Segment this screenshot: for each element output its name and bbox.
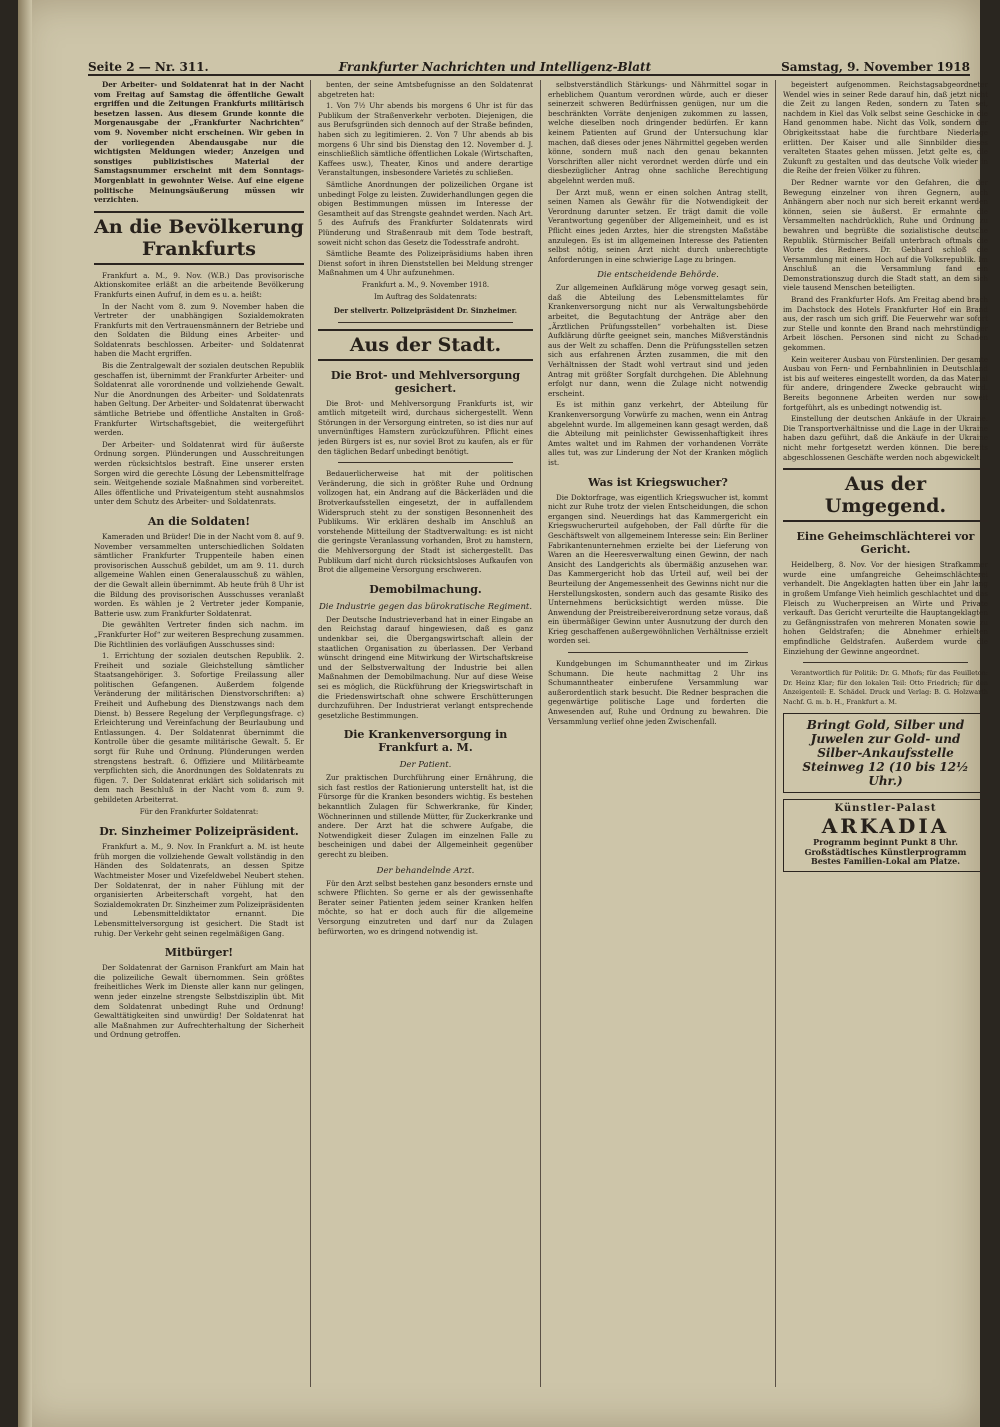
article-paragraph: Für den Arzt selbst bestehen ganz besonders ernste und schwere Pflichten. So gerne er als der gewissenhafte Berater seiner Patienten jedem seiner Kranken helfen möchte, so hat er doch auch für die allgemeine Versorgung einzutreten und darf nur da Zulagen befürworten, wo es dringend notwendig ist.	[318, 878, 533, 936]
ad-gold-ankauf: Bringt Gold, Silber und Juwelen zur Gold- und Silber-Ankaufsstelle Steinweg 12 (10 bis 12½ Uhr.)	[783, 713, 988, 793]
column-3	[548, 80, 768, 1397]
signature-line: Für den Frankfurter Soldatenrat:	[139, 807, 259, 816]
headline-kriegswucher: Was ist Kriegswucher?	[588, 475, 728, 489]
imprint: Verantwortlich für Politik: Dr. G. Mhofs; für das Feuilleton: Dr. Heinz Klar; für den lokalen Teil: Otto Friedrich; für den Anzeigenteil: E. Schädel. Druck und Verlag: B. G. Holzwarth Nachf. G. m. b. H., Frankfurt a. M.	[783, 669, 988, 706]
article-paragraph: 1. Von 7½ Uhr abends bis morgens 6 Uhr ist für das Publikum der Straßenverkehr verboten. Diejenigen, die aus Berufsgründen sich dennoch auf der Straße befinden, haben sich zu legitimieren. 2. Von 7 Uhr abends ab bis morgens 6 Uhr sind bis Dienstag den 12. November d. J. einschließlich sämtliche öffentlichen Lokale (Wirtschaften, Kaffees usw.), Theater, Kinos und andere derartige Veranstaltungen, insbesondere Varietés zu schließen.	[318, 101, 533, 178]
column-2	[318, 80, 533, 1397]
article-paragraph: Der Deutsche Industrieverband hat in einer Eingabe an den Reichstag darauf hingewiesen, daß es ganz undenkbar sei, die Übergangswirtschaft allein der staatlichen Organisation zu überlassen. Der Verband wünscht dringend eine Mitwirkung der Wirtschaftskreise und der Selbstverwaltung der Industrie bei allen Maßnahmen der Demobilmachung. Nur auf diese Weise sei es möglich, die Rückführung der Kriegswirtschaft in die Friedenswirtschaft ohne schwere Erschütterungen durchzuführen. Der Industrierat verlangt entsprechende gesetzliche Bestimmungen.	[318, 614, 533, 720]
column-4	[783, 80, 988, 1397]
column-divider	[775, 80, 776, 1387]
article-paragraph: Die Brot- und Mehlversorgung Frankfurts ist, wir amtlich mitgeteilt wird, durchaus sichergestellt. Wenn Störungen in der Versorgung eintreten, so ist dies nur auf unvernünftiges Hamstern zurückzuführen. Pflicht eines jeden Bürgers ist es, nur soviel Brot zu kaufen, als er für den täglichen Bedarf unbedingt benötigt.	[318, 398, 533, 456]
article-paragraph: Es ist mithin ganz verkehrt, der Abteilung für Krankenversorgung Vorwürfe zu machen, wenn ein Antrag abgelehnt wurde. Im allgemeinen kann gesagt werden, daß die Abteilung mit peinlichster Gewissenhaftigkeit ihres Amtes waltet und im Rahmen der vorhandenen Vorräte alles tut, was zur Linderung der Not der Kranken möglich ist.	[548, 400, 768, 467]
article-paragraph: begeistert aufgenommen. Reichstagsabgeordneter Wendel wies in seiner Rede darauf hin, daß jetzt nicht die Zeit zu langen Reden, sondern zu Taten sei, nachdem in Kiel das Volk selbst seine Geschicke in die Hand genommen habe. Nicht das Volk, sondern der Obrigkeitsstaat habe die furchtbare Niederlage erlitten. Der Kaiser und alle Sinnbilder dieses veralteten Staates gehen müssen. Jetzt gelte es, die Zukunft zu gestalten und das deutsche Volk wieder in die Reihe der freien Völker zu führen.	[783, 80, 988, 176]
ad-arkadia-title: ARKADIA	[821, 814, 950, 839]
ad-arkadia-line: Großstädtisches Künstlerprogramm	[804, 846, 967, 857]
page-fold-shadow	[18, 0, 32, 1427]
headline-mitbuerger: Mitbürger!	[164, 946, 234, 960]
ad-arkadia-subtitle: Künstler-Palast	[834, 803, 937, 815]
ad-arkadia-line: Bestes Familien-Lokal am Platze.	[811, 856, 960, 867]
headline-geheimschlaechterei: Eine Geheimschlächterei vor Gericht.	[796, 530, 975, 557]
article-paragraph: Brand des Frankfurter Hofs. Am Freitag abend brach im Dachstock des Hotels Frankfurter Hof ein Brand aus, der rasch um sich griff. Die Feuerwehr war sofort zur Stelle und konnte den Brand nach mehrstündiger Arbeit löschen. Personen sind nicht zu Schaden gekommen.	[783, 295, 988, 353]
article-paragraph: Heidelberg, 8. Nov. Vor der hiesigen Strafkammer wurde eine umfangreiche Geheimschlächterei verhandelt. Die Angeklagten hatten über ein Jahr lang in großem Umfange Vieh heimlich geschlachtet und das Fleisch zu Wucherpreisen an Wirte und Private verkauft. Das Gericht verurteilte die Hauptangeklagten zu Gefängnisstrafen von mehreren Monaten sowie zu hohen Geldstrafen; die Abnehmer erhielten empfindliche Geldstrafen. Außerdem wurde die Einziehung der Gewinne angeordnet.	[783, 560, 988, 656]
headline-demobilmachung: Demobilmachung.	[369, 582, 482, 596]
newspaper-page	[18, 0, 988, 1427]
column-1	[94, 80, 304, 1397]
section-rule	[803, 662, 968, 663]
header-page-number: Seite 2 — Nr. 311.	[88, 60, 209, 74]
column-divider	[540, 80, 541, 1387]
article-paragraph: Der Arzt muß, wenn er einen solchen Antrag stellt, seinen Namen als Gewähr für die Notwendigkeit der Verordnung darunter setzen. Er trägt damit die volle Verantwortung gegenüber der Allgemeinheit, und es ist Pflicht eines jeden Arztes, hier die strengsten Maßstäbe anzulegen. Es ist im allgemeinen Interesse des Patienten selbst nötig, seinen Arzt nicht durch unberechtigte Anforderungen in eine schwierige Lage zu bringen.	[548, 187, 768, 264]
article-paragraph: Die gewählten Vertreter finden sich nachm. im „Frankfurter Hof“ zur weiteren Besprechung zusammen. Die Richtlinien des vorläufigen Ausschusses sind:	[94, 620, 304, 649]
article-paragraph: Frankfurt a. M., 9. Nov. (W.B.) Das provisorische Aktionskomitee erläßt an die arbeitende Bevölkerung Frankfurts einen Aufruf, in dem es u. a. heißt:	[94, 270, 304, 299]
article-paragraph: Der Arbeiter- und Soldatenrat wird für äußerste Ordnung sorgen. Plünderungen und Ausschreitungen werden rücksichtslos bestraft. Eine unserer ersten Sorgen wird die gerechte Lösung der Lebensmittelfrage sein. Weitgehende soziale Maßnahmen sind vorbereitet. Alles öffentliche und Privateigentum steht ausnahmslos unter dem Schutz des Arbeiter- und Soldatenrats.	[94, 439, 304, 507]
article-paragraph: Frankfurt a. M., 9. Nov. In Frankfurt a. M. ist heute früh morgen die vollziehende Gewalt vollständig in den Händen des Soldatenrats, an dessen Spitze Wachtmeister Moser und Vizefeldwebel Neubert stehen. Der Soldatenrat, der in naher Fühlung mit der organisierten Arbeiterschaft vorgeht, hat den Sozialdemokraten Dr. Sinzheimer zum Polizeipräsidenten und Lebensmitteldiktator ernannt. Die Lebensmittelversorgung ist gesichert. Die Stadt ist ruhig. Der Verkehr geht seinen regelmäßigen Gang.	[94, 842, 304, 938]
article-paragraph: Kameraden und Brüder! Die in der Nacht vom 8. auf 9. November versammelten unterschiedlichen Soldaten sämtlicher Frankfurter Truppenteile haben einen provisorischen Ausschuß gebildet, um am 9. 11. durch allgemeine Wahlen einen Generalausschuß zu wählen, der die Gewalt allein übernimmt. Ab heute früh 8 Uhr ist die Bildung des provisorischen Ausschusses veranlaßt worden. Es wählen je 2 Vertreter jeder Kompanie, Batterie usw. zum Frankfurter Soldatenrat.	[94, 531, 304, 618]
headline-umgegend: Aus der Umgegend.	[783, 468, 988, 522]
column-divider	[310, 80, 311, 1387]
article-paragraph: benten, der seine Amtsbefugnisse an den Soldatenrat abgetreten hat:	[318, 80, 533, 99]
article-list: 1. Errichtung der sozialen deutschen Republik. 2. Freiheit und soziale Gleichstellung sämtlicher Staatsangehöriger. 3. Sofortige Freilassung aller politischen Gefangenen. Außerdem folgende Veränderung der militärischen Dienstvorschriften: a) Freiheit und Aufhebung des Dienstzwangs nach dem Dienst. b) Bessere Regelung der Verpflegungsfrage. c) Erleichterung und Vereinfachung der Beurlaubung und Entlassungen. 4. Der Soldatenrat übernimmt die Kontrolle über die gesamte militärische Gewalt. 5. Er sorgt für Ruhe und Ordnung. Plünderungen werden strengstens bestraft. 6. Offiziere und Militärbeamte verpflichten sich, die Anordnungen des Soldatenrats zu fügen. 7. Der Soldatenrat erklärt sich solidarisch mit dem nach Beschluß in der Nacht vom 8. zum 9. gebildeten Arbeiterrat.	[94, 651, 304, 804]
article-paragraph: Kundgebungen im Schumanntheater und im Zirkus Schumann. Die heute nachmittag 2 Uhr ins Schumanntheater einberufene Versammlung war außerordentlich stark besucht. Die Redner besprachen die gegenwärtige politische Lage und forderten die Anwesenden auf, Ruhe und Ordnung zu bewahren. Die Versammlung verlief ohne jeden Zwischenfall.	[548, 659, 768, 726]
article-paragraph: Sämtliche Anordnungen der polizeilichen Organe ist unbedingt Folge zu leisten. Zuwiderhandlungen gegen die obigen Bestimmungen müssen im Interesse der Gesamtheit auf das Strengste geahndet werden. Nach Art. 5 des Aufrufs des Frankfurter Soldatenrats wird Plünderung und Straßenraub mit dem Tode bestraft, soweit nicht schon das Gesetz die Todesstrafe androht.	[318, 179, 533, 247]
article-paragraph: Bis die Zentralgewalt der sozialen deutschen Republik geschaffen ist, übernimmt der Frankfurter Arbeiter- und Soldatenrat alle vorordnende und vollziehende Gewalt. Nur die Anordnungen des Arbeiter- und Soldatenrats haben Geltung. Der Arbeiter- und Soldatenrat überwacht sämtliche Betriebe und öffentliche Anstalten in Groß-Frankfurter Wirtschaftsgebiet, die weitergeführt werden.	[94, 361, 304, 438]
subheadline-patient: Der Patient.	[399, 760, 452, 771]
signature-line: Im Auftrag des Soldatenrats:	[374, 293, 477, 302]
subheadline-behoerde: Die entscheidende Behörde.	[597, 270, 719, 281]
article-paragraph: Sämtliche Beamte des Polizeipräsidiums haben ihren Dienst sofort in ihren Dienststellen bei Meldung strenger Maßnahmen um 4 Uhr aufzunehmen.	[318, 249, 533, 278]
article-paragraph: Der Redner warnte vor den Gefahren, die der Bewegung einzelner von ihren Gegnern, auch Anhängern aber noch nur sich bereit erkannt werden können, seien sie äußerst. Er ermahnte die Versammelten nachdrücklich, Ruhe und Ordnung zu bewahren und begrüßte die sozialistische deutsche Republik. Stürmischer Beifall unterbrach oftmals die Worte des Redners. Dr. Gebhard schloß die Versammlung mit einem Hoch auf die Volksrepublik. Im Anschluß an die Versammlung fand ein Demonstrationszug durch die Stadt statt, an dem sich viele tausend Menschen beteiligten.	[783, 177, 988, 293]
headline-bevoelkerung: An die Bevölkerung Frankfurts	[94, 211, 304, 265]
dateline: Frankfurt a. M., 9. November 1918.	[361, 280, 490, 289]
ad-arkadia-line: Programm beginnt Punkt 8 Uhr.	[813, 837, 958, 848]
header-masthead: Frankfurter Nachrichten und Intelligenz-Blatt	[338, 60, 652, 74]
article-paragraph: In der Nacht vom 8. zum 9. November haben die Vertreter der unabhängigen Sozialdemokraten Frankfurts mit den Vertrauensmännern der Betriebe und den Soldaten die Bildung eines Arbeiter- und Soldatenrats beschlossen. Arbeiter- und Soldatenrat haben die Macht ergriffen.	[94, 301, 304, 359]
headline-aus-der-stadt: Aus der Stadt.	[318, 329, 533, 361]
editorial-notice: Der Arbeiter- und Soldatenrat hat in der Nacht vom Freitag auf Samstag die öffentliche Gewalt ergriffen und die Zeitungen Frankfurts militärisch besetzen lassen. Aus diesem Grunde konnte die Morgenausgabe der „Frankfurter Nachrichten“ vom 9. November nicht erscheinen. Wir geben in der vorliegenden Abendausgabe nur die wichtigsten Meldungen wieder; Anzeigen und sonstiges publizistisches Material der Samstagsnummer erscheint mit dem Sonntags-Morgenblatt in gewohnter Weise. Auf eine eigene politische Meinungsäußerung müssen wir verzichten.	[94, 80, 304, 205]
section-rule	[338, 322, 513, 323]
subheadline-arzt: Der behandelnde Arzt.	[376, 865, 475, 876]
headline-krankenversorgung: Die Krankenversorgung in Frankfurt a. M.	[343, 728, 508, 755]
article-paragraph: Die Doktorfrage, was eigentlich Kriegswucher ist, kommt nicht zur Ruhe trotz der vielen Entscheidungen, die schon ergangen sind. Neuerdings hat das Kammergericht ein Kriegswucherurteil aufgehoben, der Fall dürfte für die Geschäftswelt von allgemeinem Interesse sein: Ein Berliner Fabrikantenunternehmen erzielte bei der Lieferung von Waren an die Heeresverwaltung einen Gewinn, der nach Ansicht des Landgerichts als übermäßig anzusehen war. Das Kammergericht hob das Urteil auf, weil bei der Beurteilung der Angemessenheit des Gewinns nicht nur die Herstellungskosten, sondern auch das gesamte Risiko des Unternehmens berücksichtigt werden müsse. Die Anwendung der Preistreibereiverordnung setze voraus, daß ein übermäßiger Gewinn unter Ausnutzung der durch den Krieg geschaffenen außergewöhnlichen Verhältnisse erzielt worden sei.	[548, 492, 768, 646]
article-paragraph: Zur praktischen Durchführung einer Ernährung, die sich fast restlos der Rationierung unterstellt hat, ist die Fürsorge für die Kranken besonders wichtig. Es bestehen bekanntlich Zulagen für Schwerkranke, für Kinder, Wöchnerinnen und stillende Mütter, für Zuckerkranke und andere. Der Arzt hat die schwere Aufgabe, die Notwendigkeit dieser Zulagen im einzelnen Falle zu bescheinigen und dabei der Allgemeinheit gegenüber gerecht zu bleiben.	[318, 773, 533, 860]
article-paragraph: selbstverständlich Stärkungs- und Nährmittel sogar in erheblichem Quantum verordnen würde, auch er dieser seinerzeit schweren Bedürfnissen genügen, nur um die beschränkten Vorräte denjenigen zukommen zu lassen, welche dieselben noch dringender bedürfen. Er kann keinem Patienten auf Grund der Untersuchung klar machen, daß dieses oder jenes Nährmittel gegeben werden könne, sondern muß nach den genau bekannten Vorschriften aller nicht verordnet werden dürfe und ein diesbezüglicher Antrag ohne sachliche Berechtigung abgelehnt werden muß.	[548, 80, 768, 185]
headline-soldaten: An die Soldaten!	[147, 514, 251, 528]
headline-polizeipraesident: Dr. Sinzheimer Polizeipräsident.	[99, 825, 299, 839]
headline-brotversorgung: Die Brot- und Mehlversorgung gesichert.	[330, 368, 521, 395]
article-paragraph: Der Soldatenrat der Garnison Frankfurt am Main hat die polizeiliche Gewalt übernommen. Sein größtes freiheitliches Werk im Dienste aller kann nur gelingen, wenn jeder einzelne strengste Selbstdisziplin übt. Mit dem Soldatenrat unbedingt Ruhe und Ordnung! Gewalttätigkeiten sind unwürdig! Der Soldatenrat hat alle Maßnahmen zur Aufrechterhaltung der Sicherheit und Ordnung getroffen.	[94, 963, 304, 1040]
article-paragraph: Einstellung der deutschen Ankäufe in der Ukraine. Die Transportverhältnisse und die Lage in der Ukraine haben dazu geführt, daß die Ankäufe in der Ukraine nicht mehr fortgesetzt werden können. Die bereits abgeschlossenen Geschäfte werden noch abgewickelt.	[783, 414, 988, 462]
header-date: Samstag, 9. November 1918	[781, 60, 970, 74]
article-paragraph: Bedauerlicherweise hat mit der politischen Veränderung, die sich in größter Ruhe und Ordnung vollzogen hat, ein Andrang auf die Bäckerläden und die Brotverkaufsstellen eingesetzt, der in auffallendem Widerspruch steht zu der sonstigen Besonnenheit des Publikums. Wir erklären deshalb im Anschluß an vorstehende Mitteilung der Stadtverwaltung: es ist nicht die geringste Veranlassung vorhanden, Brot zu hamstern, die Mehlversorgung der Stadt ist sichergestellt. Das Publikum darf nicht durch rücksichtsloses Aufkaufen von Brot die allgemeine Versorgung erschweren.	[318, 469, 533, 575]
section-rule	[338, 462, 513, 463]
ad-arkadia	[783, 799, 988, 871]
subheadline-industrie: Die Industrie gegen das bürokratische Regiment.	[318, 601, 533, 612]
article-paragraph: Kein weiterer Ausbau von Fürstenlinien. Der gesamte Ausbau von Fern- und Fernbahnlinien in Deutschland ist bis auf weiteres eingestellt worden, da das Material für andere, dringendere Zwecke gebraucht wird. Bereits begonnene Arbeiten werden nur soweit fortgeführt, als es unbedingt notwendig ist.	[783, 354, 988, 412]
article-paragraph: Zur allgemeinen Aufklärung möge vorweg gesagt sein, daß die Abteilung des Lebensmittelamtes für Krankenversorgung nicht nur als Verwaltungsbehörde arbeitet, die Begutachtung der Anträge aber den „Ärztlichen Prüfungsstellen“ vorbehalten ist. Diese Aufklärung dürfte geeignet sein, manches Mißverständnis aus der Welt zu schaffen. Denn die Prüfungsstellen setzen sich aus erfahrenen Ärzten zusammen, die mit den Verhältnissen der Stadt wohl vertraut sind und jeden Antrag mit größter Sorgfalt durchgehen. Die Ablehnung erfolgt nur dann, wenn die Zulage nicht notwendig erscheint.	[548, 283, 768, 398]
section-rule	[568, 652, 748, 653]
signature-line: Der stellvertr. Polizeipräsident Dr. Sinzheimer.	[333, 306, 518, 316]
page-header	[88, 52, 970, 76]
